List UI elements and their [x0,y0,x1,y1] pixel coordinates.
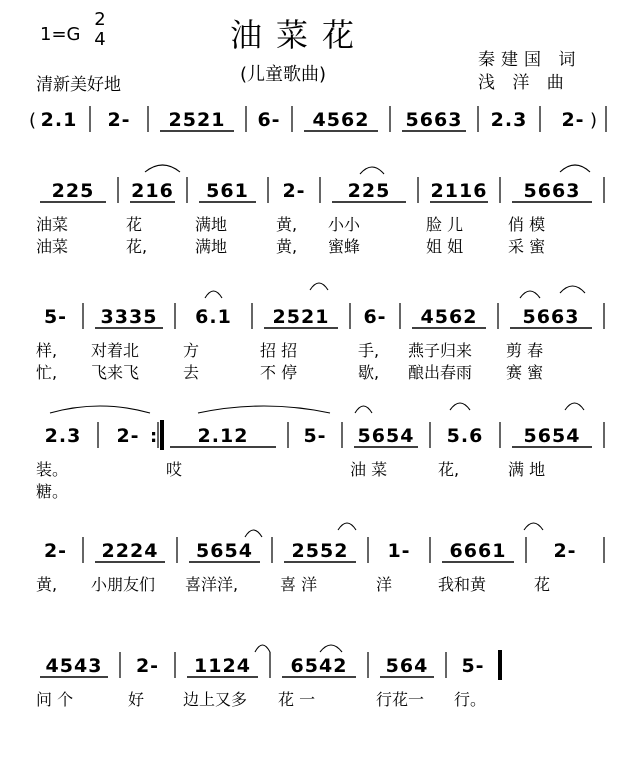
repeat-sign: : [150,426,158,447]
note-measure: 225 [51,180,95,202]
note-measure: 2- [135,655,160,677]
note-measure: 5- [461,655,485,677]
composer-credit: 浅 洋 曲 [478,73,570,93]
lyric-verse-2: 去 [183,363,200,382]
lyric-verse-1: 喜 洋 [280,575,318,594]
note-measure: 564 [385,655,429,677]
note-measure: 561 [206,180,249,202]
note-measure: 2- [107,109,131,131]
lyric-verse-1: 油 菜 [350,460,388,479]
slur-mark [50,406,150,413]
slur-mark [560,286,585,293]
note-measure: 5- [303,425,327,447]
note-measure: 5.6 [446,425,484,447]
slur-mark [450,403,470,410]
slur-mark [565,403,584,410]
slur-mark [320,645,342,652]
lyric-verse-1: 黄, [276,215,298,234]
tempo-marking: 清新美好地 [36,75,121,95]
note-measure: 4562 [420,306,478,328]
note-measure: 2- [553,540,577,562]
lyric-verse-2: 采 蜜 [508,237,546,256]
note-measure: 5- [43,306,68,328]
note-measure: 225 [347,180,391,202]
final-bar-line [498,650,502,680]
lyric-verse-1: 装。 [36,460,69,479]
note-measure: 4543 [45,655,103,677]
note-measure: 1124 [194,655,251,677]
lyric-verse-1: 花 一 [278,690,316,709]
repeat-bracket-close: ) [590,110,598,131]
lyric-verse-1: 行。 [454,690,487,709]
lyric-verse-1: 招 招 [260,341,298,360]
lyric-verse-1: 满地 [195,215,228,234]
lyric-verse-1: 样, [36,341,58,360]
note-measure: 1- [387,540,411,562]
note-measure: 2- [282,180,306,202]
slur-mark [255,645,270,652]
note-measure: 5654 [357,425,415,447]
lyric-verse-1: 俏 模 [508,215,546,234]
note-measure: 3335 [100,306,158,328]
note-measure: 2.3 [490,109,528,131]
note-measure: 2521 [168,109,226,131]
slur-mark [245,530,262,537]
lyric-verse-1: 哎 [166,460,183,479]
slur-mark [145,165,180,172]
repeat-bracket-open: ( [29,110,37,131]
lyric-verse-2: 黄, [276,237,298,256]
lyric-verse-2: 飞来飞 [91,363,140,382]
note-measure: 5654 [196,540,253,562]
slur-mark [338,523,356,530]
lyric-verse-1: 方 [183,341,200,360]
note-measure: 4562 [312,109,370,131]
lyric-verse-2: 不 停 [260,363,298,382]
lyric-verse-1: 满 地 [508,460,546,479]
lyric-verse-1: 黄, [36,575,58,594]
repeat-bar-line [160,420,164,450]
lyric-verse-1: 剪 春 [506,341,544,360]
lyric-verse-2: 满地 [195,237,228,256]
note-measure: 2552 [291,540,349,562]
lyric-verse-1: 行花一 [376,690,425,709]
lyric-verse-1: 油菜 [36,215,69,234]
lyric-verse-1: 小朋友们 [91,575,156,594]
note-measure: 6542 [290,655,348,677]
slur-mark [524,523,543,530]
note-measure: 2.1 [40,109,78,131]
song-subtitle: (儿童歌曲) [240,64,327,85]
slur-mark [198,406,330,413]
note-measure: 5654 [523,425,581,447]
note-measure: 6661 [449,540,507,562]
lyric-verse-2: 花, [126,237,148,256]
note-measure: 2224 [101,540,159,562]
lyric-verse-2: 歇, [358,363,380,382]
slur-mark [205,291,222,298]
slur-mark [310,283,328,290]
lyric-verse-1: 边上又多 [183,690,248,709]
lyric-verse-1: 小小 [328,215,361,234]
lyric-verse-2: 忙, [36,363,58,382]
lyric-verse-1: 我和黄 [438,575,487,594]
lyric-verse-1: 手, [358,341,380,360]
note-measure: 6.1 [195,306,232,328]
note-measure: 6- [257,109,281,131]
lyric-verse-1: 花, [438,460,460,479]
slur-mark [360,167,384,174]
lyric-verse-2: 糖。 [36,482,69,501]
lyric-verse-1: 花 [126,215,143,234]
note-measure: 2- [116,425,140,447]
lyric-verse-2: 赛 蜜 [506,363,544,382]
note-measure: 2521 [272,306,330,328]
lyric-verse-1: 洋 [376,575,393,594]
key-signature: 1=G [40,24,81,45]
lyric-verse-1: 问 个 [36,690,74,709]
lyric-verse-2: 酿出春雨 [408,363,473,382]
note-measure: 2.3 [44,425,82,447]
lyric-verse-1: 脸 儿 [426,215,464,234]
note-measure: 2- [43,540,68,562]
note-measure: 2116 [430,180,488,202]
lyricist-credit: 秦建国 词 [478,50,582,70]
note-measure: 216 [131,180,174,202]
lyric-verse-1: 对着北 [91,341,140,360]
lyric-verse-1: 燕子归来 [408,341,473,360]
song-title: 油菜花 [230,16,369,54]
note-measure: 5663 [522,306,580,328]
note-measure: 2.12 [197,425,249,447]
note-measure: 2- [561,109,585,131]
note-measure: 5663 [523,180,581,202]
lyric-verse-2: 姐 姐 [426,237,464,256]
time-signature-bottom: 4 [94,29,106,50]
lyric-verse-1: 喜洋洋, [185,575,239,594]
slur-mark [560,165,590,172]
slur-mark [355,406,372,413]
lyric-verse-1: 好 [128,690,145,709]
lyric-verse-2: 油菜 [36,237,69,256]
slur-mark [520,291,540,298]
lyric-verse-1: 花 [534,575,551,594]
lyric-verse-2: 蜜蜂 [328,237,361,256]
time-signature-top: 2 [94,9,106,30]
note-measure: 5663 [405,109,463,131]
note-measure: 6- [363,306,387,328]
